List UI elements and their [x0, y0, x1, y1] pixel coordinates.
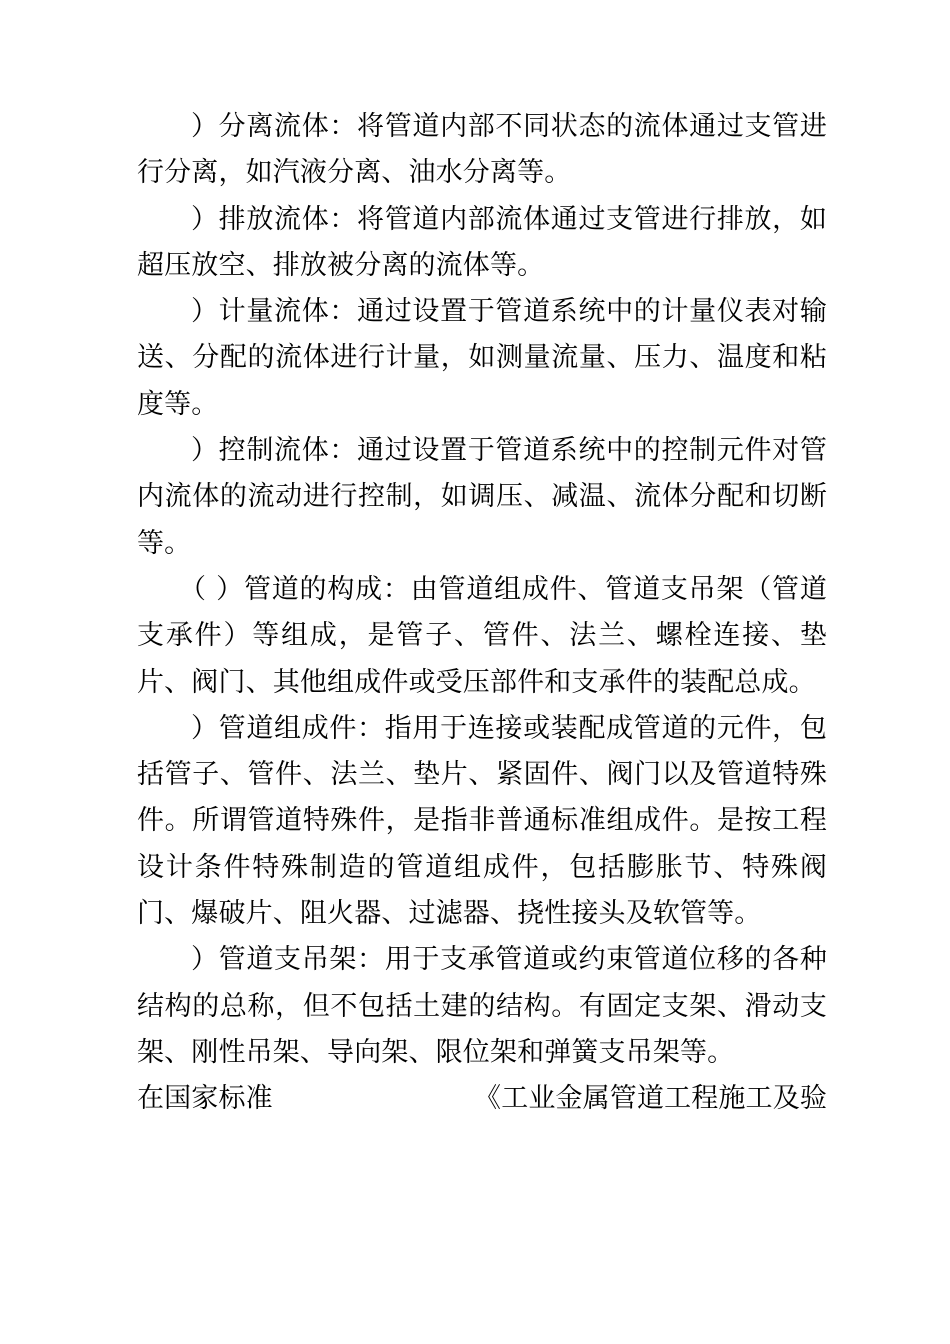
paragraph-pipeline-composition: （ ）管道的构成：由管道组成件、管道支吊架（管道支承件）等组成，是管子、管件、法兰、螺栓连接、垫片、阀门、其他组成件或受压部件和支承件的装配总成。 — [137, 573, 827, 698]
paragraph-national-standard — [137, 1076, 827, 1122]
paragraph-pipe-supports: ）管道支吊架：用于支承管道或约束管道位移的各种结构的总称，但不包括土建的结构。有固定支架、滑动支架、刚性吊架、导向架、限位架和弹簧支吊架等。 — [137, 944, 827, 1068]
paragraph-control-fluid: ）控制流体：通过设置于管道系统中的控制元件对管内流体的流动进行控制，如调压、减温、流体分配和切断等。 — [137, 435, 827, 559]
paragraph-measure-fluid: ）计量流体：通过设置于管道系统中的计量仪表对输送、分配的流体进行计量，如测量流量、压力、温度和粘度等。 — [137, 296, 827, 420]
paragraph-discharge-fluid: ）排放流体：将管道内部流体通过支管进行排放，如超压放空、排放被分离的流体等。 — [137, 203, 827, 281]
document-body — [137, 104, 827, 1123]
paragraph-separate-fluid: ）分离流体：将管道内部不同状态的流体通过支管进行分离，如汽液分离、油水分离等。 — [137, 111, 827, 189]
national-standard-lead-text: 在国家标准 — [137, 1083, 273, 1115]
paragraph-pipeline-components: ）管道组成件：指用于连接或装配成管道的元件，包括管子、管件、法兰、垫片、紧固件、阀门以及管道特殊件。所谓管道特殊件，是指非普通标准组成件。是按工程设计条件特殊制造的管道组成件，包括膨胀节、特殊阀门、爆破片、阻火器、过滤器、挠性接头及软管等。 — [137, 712, 827, 930]
standard-title-text: 《工业金属管道工程施工及验 — [474, 1083, 827, 1115]
